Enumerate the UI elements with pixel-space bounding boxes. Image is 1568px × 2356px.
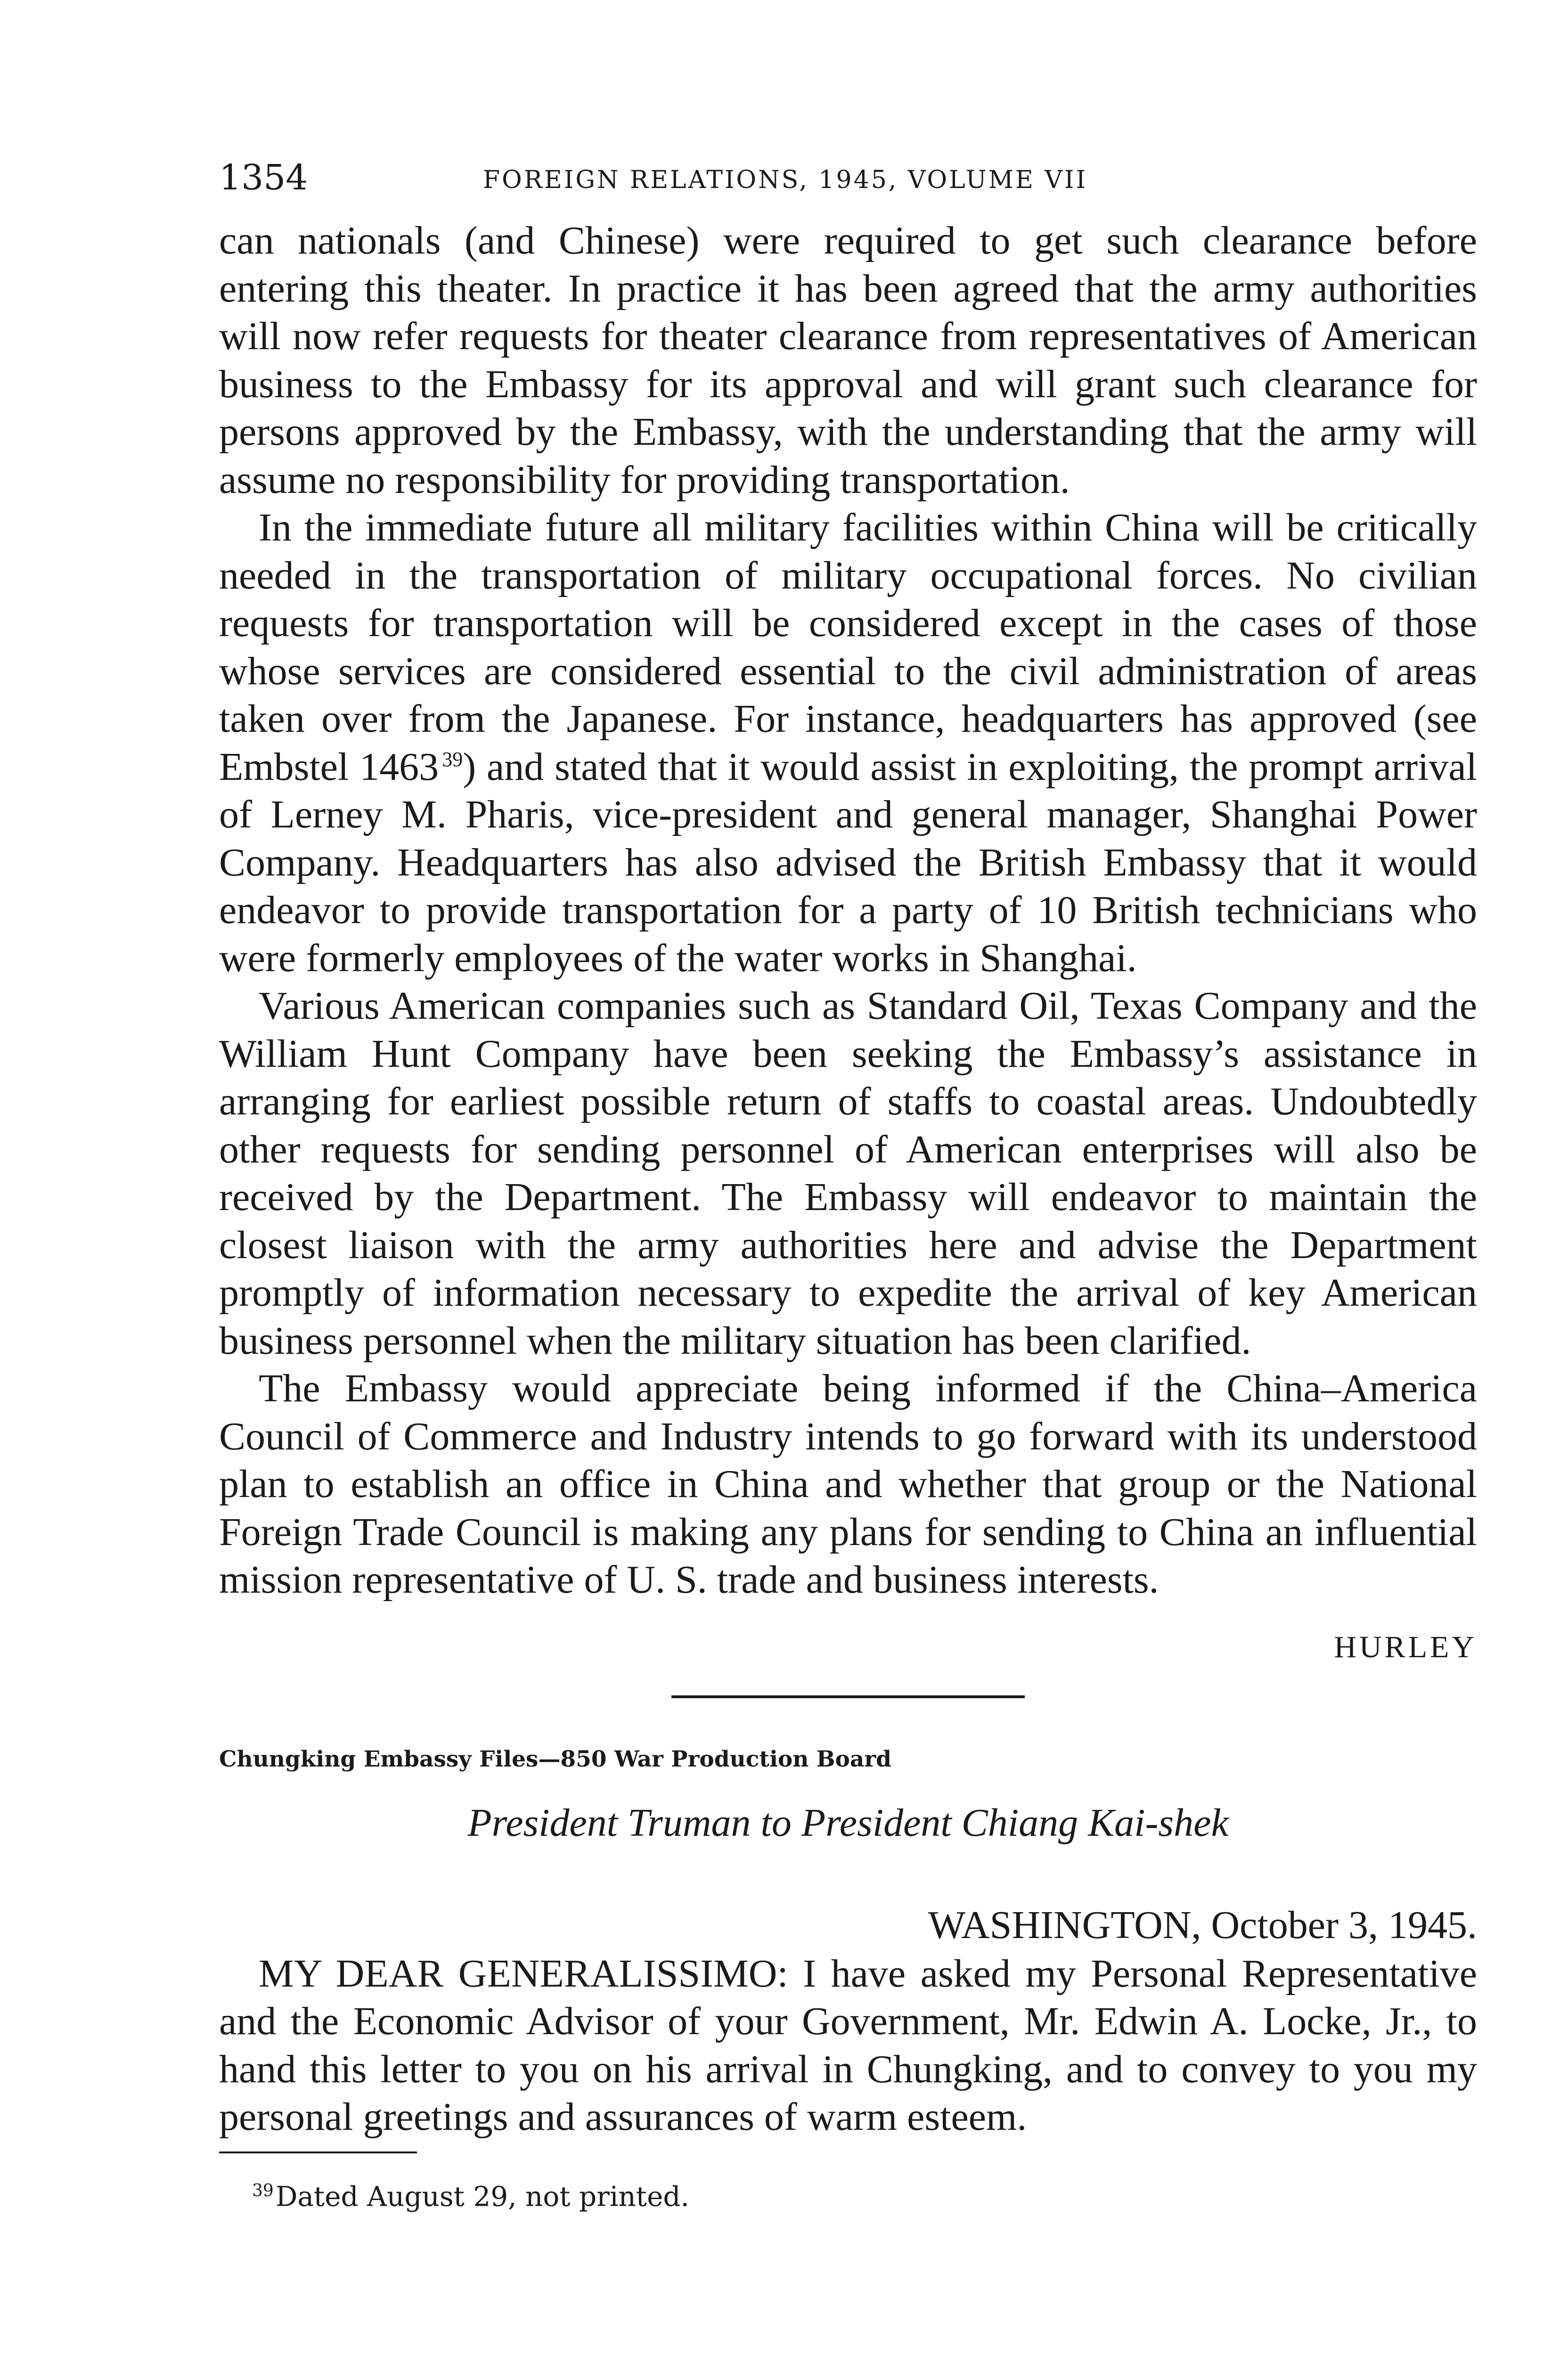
dateline-date: , October 3, 1945.: [1191, 1903, 1477, 1947]
document-page: [219, 157, 1478, 2215]
document-title: President Truman to President Chiang Kai-shek: [467, 1800, 1229, 1845]
letter-text: I have asked my Personal Representative and the Economic Advisor of your Government, Mr. Edwin A. Locke, Jr., to hand this letter to you on his arrival in Chungking, and to convey to you my personal greetings and assurances of warm esteem.: [219, 1951, 1477, 2139]
page-header: [219, 157, 1477, 217]
paragraph-3: Various American companies such as Standard Oil, Texas Company and the William Hunt Company have been seeking the Embassy’s assistance in arranging for earliest possible return of staffs to coastal areas. Undoubtedly other requests for sending personnel of American enterprises will also be received by the Department. The Embassy will endeavor to maintain the closest liaison with the army authorities here and advise the Department promptly of information necessary to expedite the arrival of key American business personnel when the military situation has been clarified.: [219, 984, 1477, 1363]
page-number: 1354: [219, 157, 308, 198]
paragraph-2-text-b: ) and stated that it would assist in exploiting, the prompt arrival of Lerney M. Pharis, vice-president and general manager, Shanghai Power Company. Headquarters has also advised the British Embassy that it would endeavor to provide transportation for a party of 10 British technicians who were formerly employees of the water works in Shanghai.: [219, 744, 1478, 980]
paragraph-2: [219, 504, 1477, 982]
dateline-place: WASHINGTON: [928, 1903, 1192, 1947]
section-divider: [671, 1695, 1025, 1698]
dateline: [219, 1901, 1477, 1950]
paragraph-2-text-a: In the immediate future all military facilities within China will be critically needed in the transportation of military occupational forces. No civilian requests for transportation will be considered except in the cases of those whose services are considered essential to the civil administration of areas taken over from the Japanese. For instance, headquarters has approved (see Embstel 1463: [219, 506, 1477, 789]
body-text: [219, 217, 1477, 1604]
signature: HURLEY: [1334, 1629, 1477, 1664]
footnote-text: Dated August 29, not printed.: [275, 2180, 689, 2212]
salutation: MY DEAR GENERALISSIMO:: [259, 1951, 788, 1996]
footnote: [219, 2172, 1477, 2215]
paragraph-1: can nationals (and Chinese) were required to get such clearance before entering this theater. In practice it has been agreed that the army authorities will now refer requests for theater clearance from representatives of American business to the Embassy for its approval and will grant such clearance for persons approved by the Embassy, with the understanding that the army will assume no responsibility for providing transportation.: [219, 219, 1477, 502]
footnote-number: 39: [252, 2181, 274, 2201]
file-reference: Chungking Embassy Files—850 War Production Board: [219, 1746, 891, 1772]
footnote-rule: [219, 2151, 417, 2153]
letter-body: [219, 1950, 1477, 2141]
running-head: FOREIGN RELATIONS, 1945, VOLUME VII: [483, 166, 1088, 194]
footnote-reference[interactable]: 39: [442, 747, 463, 771]
paragraph-4: The Embassy would appreciate being informed if the China–America Council of Commerce and Industry intends to go forward with its understood plan to establish an office in China and whether that group or the National Foreign Trade Council is making any plans for sending to China an influential mission representative of U. S. trade and business interests.: [219, 1366, 1477, 1602]
